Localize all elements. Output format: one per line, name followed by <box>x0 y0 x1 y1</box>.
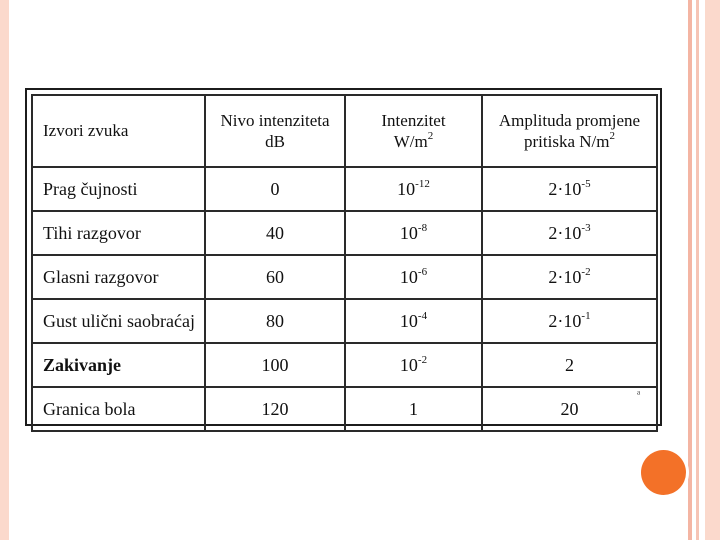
cell-source: Zakivanje <box>32 343 205 387</box>
table-row <box>32 211 657 255</box>
header-source-label: Izvori zvuka <box>43 121 129 141</box>
header-level-unit: dB <box>265 132 285 151</box>
table-row <box>32 387 657 431</box>
table-row <box>32 255 657 299</box>
cell-source: Gust ulični saobraćaj <box>32 299 205 343</box>
cell-intensity: $10^{-8}$ <box>345 211 482 255</box>
accent-circle <box>641 450 686 495</box>
header-intensity-label: Intenzitet <box>381 110 446 130</box>
cell-level-db: 100 <box>205 343 345 387</box>
cell-amplitude: 2 <box>482 343 657 387</box>
cell-level-db: 60 <box>205 255 345 299</box>
header-amplitude-label: Amplituda promjene <box>498 110 641 130</box>
cell-source: Glasni razgovor <box>32 255 205 299</box>
table-row <box>32 343 657 387</box>
slide-right-border-line-inner <box>696 0 699 540</box>
cell-source: Prag čujnosti <box>32 167 205 211</box>
header-source <box>32 95 205 167</box>
cell-amplitude: $2\cdot 10^{-1}$ <box>482 299 657 343</box>
header-amplitude-unit: pritiska $N/m^2$ <box>524 130 615 151</box>
cell-level-db: 80 <box>205 299 345 343</box>
cell-level-db: 120 <box>205 387 345 431</box>
cell-intensity: 1 <box>345 387 482 431</box>
header-level-label: Nivo intenziteta <box>220 110 330 130</box>
slide-left-border <box>0 0 9 540</box>
cell-intensity: $10^{-6}$ <box>345 255 482 299</box>
slide-right-border-bar <box>705 0 720 540</box>
sound-sources-table <box>31 94 658 432</box>
header-intensity <box>345 95 482 167</box>
cell-amplitude: $2\cdot 10^{-2}$ <box>482 255 657 299</box>
header-amplitude <box>482 95 657 167</box>
header-intensity-unit: $W/m^2$ <box>393 130 434 151</box>
table-header-row <box>32 95 657 167</box>
slide-right-border-line <box>688 0 692 540</box>
scan-mark: ᵃ <box>637 387 641 401</box>
table-row <box>32 167 657 211</box>
cell-intensity: $10^{-4}$ <box>345 299 482 343</box>
cell-amplitude: 20 <box>482 387 657 431</box>
cell-level-db: 0 <box>205 167 345 211</box>
sound-sources-table-frame <box>25 88 662 426</box>
table-row <box>32 299 657 343</box>
cell-source: Tihi razgovor <box>32 211 205 255</box>
cell-level-db: 40 <box>205 211 345 255</box>
cell-intensity: $10^{-2}$ <box>345 343 482 387</box>
cell-source: Granica bola <box>32 387 205 431</box>
header-level <box>205 95 345 167</box>
cell-amplitude: $2\cdot 10^{-3}$ <box>482 211 657 255</box>
cell-amplitude: $2\cdot 10^{-5}$ <box>482 167 657 211</box>
cell-intensity: $10^{-12}$ <box>345 167 482 211</box>
